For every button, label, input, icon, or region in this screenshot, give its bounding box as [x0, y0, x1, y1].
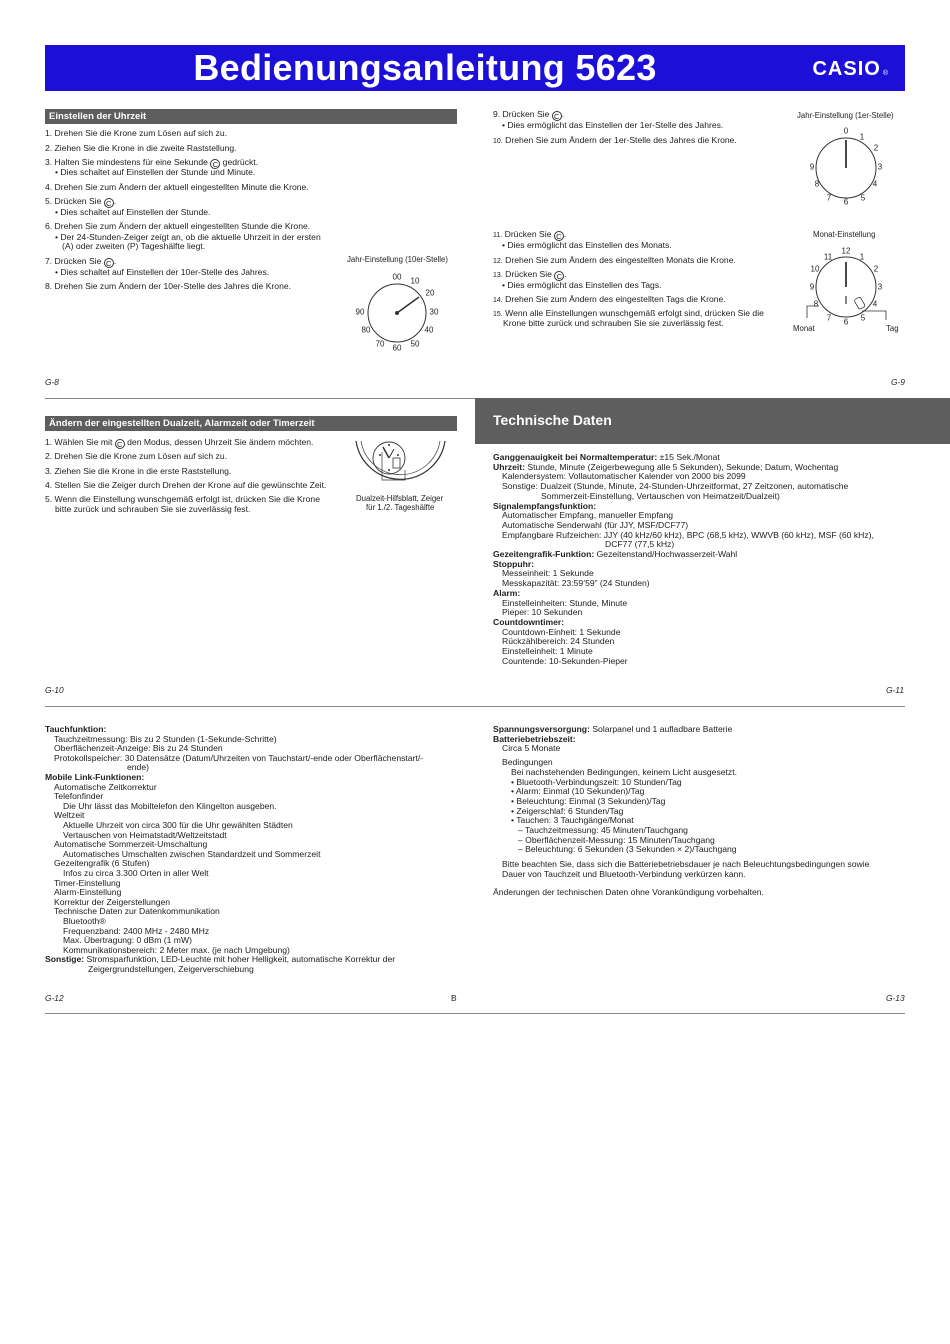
spec-value: Messkapazität: 23:59’59” (24 Stunden)	[502, 578, 650, 589]
step-text: Drehen Sie zum Ändern des eingestellten Monats die Krone.	[505, 255, 736, 265]
spec-line	[63, 849, 320, 859]
spec-line	[493, 617, 564, 627]
spec-value: Protokollspeicher: 30 Datensätze (Datum/Uhrzeiten von Tauchstart/-ende oder Oberflächenstart/-	[54, 752, 424, 763]
spec-value: Rückzählbereich: 24 Stunden	[502, 636, 615, 647]
spec-value: • Zeigerschlaf: 6 Stunden/Tag	[511, 805, 624, 816]
spec-line	[63, 945, 290, 955]
dial-number: 2	[873, 264, 879, 274]
step-text: Drücken Sie	[504, 229, 552, 239]
step-line: 2. Drehen Sie die Krone zum Lösen auf sich zu.	[45, 451, 228, 461]
dial-caption: Jahr-Einstellung (1er-Stelle)	[797, 111, 894, 120]
spec-line	[511, 796, 665, 806]
spec-line	[493, 462, 838, 472]
spec-value: – Tauchzeitmessung: 45 Minuten/Tauchgang	[518, 825, 688, 835]
spec-line	[502, 568, 594, 578]
step-text: Drehen Sie zum Ändern des eingestellten Tags die Krone.	[505, 294, 726, 304]
spec-line	[502, 520, 688, 530]
dial-number: 20	[425, 288, 435, 298]
step-text: den Modus, dessen Uhrzeit Sie ändern möchten.	[124, 437, 314, 447]
spec-line	[493, 559, 534, 569]
spec-value: Stromsparfunktion, LED-Leuchte mit hoher Helligkeit, automatische Korrektur der	[84, 954, 396, 965]
spec-value: Bei nachstehenden Bedingungen, keinem Licht ausgesetzt.	[511, 766, 737, 777]
spec-value: Sonstige: Dualzeit (Stunde, Minute, 24-Stunden-Uhrzeitformat, 27 Zeitzonen, automatische	[502, 481, 849, 492]
spec-label: Stoppuhr:	[493, 558, 535, 569]
spec-line	[493, 452, 720, 462]
spec-value: • Beleuchtung: Einmal (3 Sekunden)/Tag	[511, 795, 666, 806]
spec-value: Gezeitenstand/Hochwasserzeit-Wahl	[594, 549, 738, 559]
illustration-caption: für 1./2. Tageshälfte	[366, 503, 435, 512]
spec-value: Max. Übertragung: 0 dBm (1 mW)	[63, 935, 192, 946]
spec-line	[63, 935, 192, 945]
spec-line	[493, 724, 732, 734]
spec-line	[518, 825, 688, 835]
spec-line	[54, 887, 121, 897]
step-note: (A) oder zweiten (P) Tageshälfte liegt.	[62, 241, 206, 251]
spec-line	[54, 753, 423, 763]
spec-line	[45, 772, 144, 782]
page-marker: B	[451, 993, 457, 1003]
dial-number: 3	[877, 162, 883, 172]
spec-value: Einstelleinheit: 1 Minute	[502, 646, 593, 656]
step-line: bitte zurück und schrauben Sie sie zuverlässig fest.	[55, 504, 251, 514]
dial-number: 6	[843, 197, 849, 207]
page-number: G-13	[886, 993, 905, 1003]
page-number: G-8	[45, 377, 59, 387]
spec-line	[54, 791, 103, 801]
spec-line	[54, 906, 220, 916]
section-heading-uhrzeit: Einstellen der Uhrzeit	[45, 109, 457, 124]
step-line: 8. Drehen Sie zum Ändern der 10er-Stelle des Jahres die Krone.	[45, 281, 292, 291]
step-text: .	[113, 196, 117, 206]
spec-label: Signalempfangsfunktion:	[493, 500, 597, 511]
spec-line	[511, 777, 682, 787]
spec-line	[502, 530, 874, 540]
dial-number: 70	[375, 339, 385, 349]
dial-number: 12	[841, 246, 851, 256]
step-note: • Dies schaltet auf Einstellen der 10er-Stelle des Jahres.	[55, 267, 270, 277]
step-number: 10.	[493, 138, 503, 145]
spec-value: ±15 Sek./Monat	[657, 452, 720, 462]
spec-line	[502, 627, 620, 637]
step-text: 9. Drücken Sie	[493, 109, 550, 119]
button-c-icon: C	[552, 111, 562, 121]
spec-value: – Beleuchtung: 6 Sekunden (3 Sekunden × 2)/Tauchgang	[518, 844, 737, 855]
step-line: 3. Ziehen Sie die Krone in die erste Raststellung.	[45, 466, 232, 476]
spec-value: Sommerzeit-Einstellung, Vertauschen von Heimatzeit/Dualzeit)	[541, 490, 780, 501]
spec-line	[493, 734, 576, 744]
spec-line	[502, 859, 869, 869]
spec-value: Messeinheit: 1 Sekunde	[502, 568, 594, 579]
dial-number: 5	[860, 313, 866, 323]
spec-line	[502, 471, 746, 481]
brand-registered-mark: ®	[882, 70, 889, 77]
spec-value: Aktuelle Uhrzeit von circa 300 für die Uhr gewählten Städten	[63, 820, 293, 830]
spec-value: – Oberflächenzeit-Messung: 15 Minuten/Tauchgang	[518, 834, 715, 845]
spec-line	[493, 549, 737, 559]
spec-line	[502, 757, 553, 767]
dial-number: 4	[872, 179, 878, 189]
spec-value: Korrektur der Zeigerstellungen	[54, 896, 171, 907]
spec-line	[605, 539, 674, 549]
dial-number: 40	[424, 325, 434, 335]
spec-value: Stunde, Minute (Zeigerbewegung alle 5 Sekunden), Sekunde; Datum, Wochentag	[525, 461, 839, 472]
divider	[45, 1013, 905, 1014]
spec-line	[511, 786, 644, 796]
dial-number: 7	[826, 313, 832, 323]
dial-number: 80	[361, 325, 371, 335]
spec-value: Kommunikationsbereich: 2 Meter max. (je nach Umgebung)	[63, 944, 290, 955]
spec-label: Uhrzeit:	[493, 461, 525, 472]
dial-number: 1	[859, 252, 865, 262]
dial-number: 10	[810, 264, 820, 274]
dial-number: 4	[872, 299, 878, 309]
spec-line	[54, 897, 170, 907]
spec-value: Oberflächenzeit-Anzeige: Bis zu 24 Stunden	[54, 743, 223, 754]
page-number: G-11	[886, 685, 904, 695]
step-text: Drücken Sie	[505, 269, 552, 279]
spec-value: Dauer von Tauchzeit und Bluetooth-Verbindung verkürzen kann.	[502, 868, 746, 879]
brand-name: CASIO	[812, 58, 881, 80]
step-note: • Dies ermöglicht das Einstellen der 1er-Stelle des Jahres.	[502, 120, 724, 130]
step-line: 5. Wenn die Einstellung wunschgemäß erfolgt ist, drücken Sie die Krone	[45, 494, 320, 504]
spec-value: Automatische Sommerzeit-Umschaltung	[54, 839, 208, 850]
spec-value: Vertauschen von Heimatstadt/Weltzeitstadt	[63, 829, 227, 840]
label-monat: Monat	[793, 324, 815, 333]
spec-label: Countdowntimer:	[493, 616, 565, 627]
step-text: .	[561, 109, 565, 119]
spec-line	[493, 588, 520, 598]
spec-value: DCF77 (77,5 kHz)	[605, 539, 675, 550]
spec-line	[54, 810, 84, 820]
spec-line	[502, 743, 560, 753]
spec-line	[493, 887, 764, 897]
spec-label: Ganggenauigkeit bei Normaltemperatur:	[493, 452, 658, 462]
divider	[45, 706, 905, 707]
dial-number: 90	[355, 307, 365, 317]
dial-number: 8	[814, 179, 820, 189]
step-number: 11.	[493, 232, 503, 239]
spec-value: Tauchzeitmessung: Bis zu 2 Stunden (1-Sekunde-Schritte)	[54, 733, 277, 744]
dial-number: 5	[860, 193, 866, 203]
step-number: 14.	[493, 297, 503, 304]
step-number: 13.	[493, 272, 503, 279]
step-text: 7. Drücken Sie	[45, 256, 102, 266]
spec-line	[502, 578, 650, 588]
spec-line	[45, 724, 106, 734]
spec-line	[511, 767, 737, 777]
step-line: 6. Drehen Sie zum Ändern der aktuell eingestellten Stunde die Krone.	[45, 221, 311, 231]
spec-value: • Alarm: Einmal (10 Sekunden)/Tag	[511, 786, 645, 797]
dial-number: 1	[859, 132, 865, 142]
spec-label: Sonstige:	[45, 954, 85, 965]
section-heading-dualzeit: Ändern der eingestellten Dualzeit, Alarmzeit oder Timerzeit	[45, 416, 457, 431]
spec-value: Pieper: 10 Sekunden	[502, 607, 583, 618]
technische-daten-tab: Technische Daten	[475, 398, 950, 444]
step-text: Wenn alle Einstellungen wunschgemäß erfolgt sind, drücken Sie die	[505, 308, 764, 318]
spec-value: Bitte beachten Sie, dass sich die Batteriebetriebsdauer je nach Beleuchtungsbedingungen sowie	[502, 859, 870, 870]
label-tag: Tag	[886, 324, 899, 333]
spec-value: Weltzeit	[54, 810, 85, 821]
spec-value: Telefonfinder	[54, 791, 104, 802]
dial-number: 11	[823, 252, 833, 262]
spec-value: Änderungen der technischen Daten ohne Vorankündigung vorbehalten.	[493, 886, 764, 897]
spec-line	[63, 801, 277, 811]
spec-line	[502, 636, 614, 646]
dial-number: 8	[813, 299, 819, 309]
dial-number: 3	[877, 282, 883, 292]
spec-line	[502, 646, 593, 656]
step-text: .	[113, 256, 117, 266]
spec-value: Countdown-Einheit: 1 Sekunde	[502, 626, 621, 637]
spec-line	[45, 954, 395, 964]
spec-line	[63, 820, 293, 830]
spec-line	[63, 916, 106, 926]
dial-number: 30	[429, 307, 439, 317]
step-line: 4. Drehen Sie zum Ändern der aktuell eingestellten Minute die Krone.	[45, 182, 309, 192]
spec-label: Spannungsversorgung:	[493, 724, 590, 734]
spec-line	[541, 491, 780, 501]
step-note: • Der 24-Stunden-Zeiger zeigt an, ob die aktuelle Uhrzeit in der ersten	[55, 232, 321, 242]
step-note: • Dies ermöglicht das Einstellen des Tags.	[502, 280, 662, 290]
step-text: .	[563, 229, 567, 239]
page-number: G-10	[45, 685, 64, 695]
spec-value: Timer-Einstellung	[54, 877, 121, 888]
spec-line	[502, 656, 628, 666]
spec-value: • Tauchen: 3 Tauchgänge/Monat	[511, 815, 634, 826]
step-text: Drehen Sie zum Ändern der 1er-Stelle des Jahres die Krone.	[505, 135, 737, 145]
spec-value: Frequenzband: 2400 MHz - 2480 MHz	[63, 925, 210, 936]
step-line: Krone bitte zurück und schrauben Sie sie zuverlässig fest.	[503, 318, 724, 328]
spec-line	[502, 481, 848, 491]
dial-number: 2	[873, 143, 879, 153]
spec-line	[511, 806, 623, 816]
step-note: • Dies ermöglicht das Einstellen des Monats.	[502, 240, 672, 250]
spec-value: Automatisches Umschalten zwischen Standardzeit und Sommerzeit	[63, 848, 321, 859]
spec-value: Technische Daten zur Datenkommunikation	[54, 906, 220, 917]
spec-label: Gezeitengrafik-Funktion:	[493, 549, 595, 559]
spec-value: Automatische Zeitkorrektur	[54, 781, 157, 792]
spec-value: • Bluetooth-Verbindungszeit: 10 Stunden/Tag	[511, 776, 682, 787]
spec-value: Kalendersystem: Vollautomatischer Kalender von 2000 bis 2099	[502, 471, 746, 482]
spec-value: Bedingungen	[502, 757, 553, 768]
illustration-caption: Dualzeit-Hilfsblatt, Zeiger	[356, 494, 444, 503]
spec-value: Gezeitengrafik (6 Stufen)	[54, 858, 150, 869]
spec-value: Einstelleinheiten: Stunde, Minute	[502, 597, 628, 608]
spec-value: Alarm-Einstellung	[54, 887, 122, 898]
spec-line	[127, 762, 149, 772]
spec-value: Circa 5 Monate	[502, 743, 561, 754]
spec-line	[54, 734, 277, 744]
spec-line	[63, 830, 227, 840]
dial-number: 10	[410, 276, 420, 286]
step-number: 15.	[493, 311, 503, 318]
spec-label: Alarm:	[493, 587, 521, 598]
spec-line	[493, 501, 596, 511]
dial-number: 6	[843, 317, 849, 327]
button-c-icon: C	[115, 439, 125, 449]
dial-number: 60	[392, 343, 402, 353]
step-line: 4. Stellen Sie die Zeiger durch Drehen der Krone auf die gewünschte Zeit.	[45, 480, 327, 490]
dial-number: 7	[826, 193, 832, 203]
spec-line	[88, 964, 254, 974]
dial-caption: Jahr-Einstellung (10er-Stelle)	[347, 255, 448, 264]
dial-number: 9	[809, 162, 815, 172]
spec-line	[63, 926, 209, 936]
step-text: .	[564, 269, 567, 279]
spec-value: Infos zu circa 3.300 Orten in aller Welt	[63, 868, 209, 878]
spec-value: Solarpanel und 1 aufladbare Batterie	[589, 724, 733, 734]
spec-value: Bluetooth®	[63, 916, 106, 926]
spec-line	[54, 858, 150, 868]
document-title: Bedienungsanleitung 5623	[193, 47, 657, 88]
spec-line	[502, 607, 582, 617]
page-number: G-12	[45, 993, 64, 1003]
spec-line	[54, 743, 223, 753]
spec-line	[54, 839, 207, 849]
step-text: 5. Drücken Sie	[45, 196, 102, 206]
spec-value: Countende: 10-Sekunden-Pieper	[502, 655, 628, 666]
spec-value: Automatische Senderwahl (für JJY, MSF/DCF77)	[502, 519, 689, 530]
step-note: • Dies schaltet auf Einstellen der Stunde und Minute.	[55, 167, 256, 177]
spec-line	[518, 844, 737, 854]
dial-caption: Monat-Einstellung	[813, 230, 876, 239]
step-text: gedrückt.	[220, 157, 259, 167]
button-c-icon: C	[104, 198, 114, 208]
dial-number: 00	[392, 272, 402, 282]
step-note: • Dies schaltet auf Einstellen der Stunde.	[55, 207, 211, 217]
dial-number: 50	[410, 339, 420, 349]
spec-label: Tauchfunktion:	[45, 724, 107, 734]
spec-line	[54, 782, 157, 792]
spec-line	[502, 510, 673, 520]
spec-line	[54, 878, 121, 888]
button-c-icon: C	[104, 258, 114, 268]
spec-value: ende)	[127, 762, 149, 773]
step-line: 2. Ziehen Sie die Krone in die zweite Raststellung.	[45, 143, 237, 153]
spec-value: Automatischer Empfang, manueller Empfang	[502, 510, 674, 521]
spec-label: Mobile Link-Funktionen:	[45, 772, 145, 782]
spec-line	[502, 598, 627, 608]
step-text: 1. Wählen Sie mit	[45, 437, 113, 447]
step-text: 3. Halten Sie mindestens für eine Sekunde	[45, 157, 208, 167]
spec-value: Zeigergrundstellungen, Zeigerverschiebung	[88, 964, 254, 974]
button-c-icon: C	[554, 231, 564, 241]
spec-line	[502, 869, 746, 879]
spec-value: Die Uhr lässt das Mobiltelefon den Klingelton ausgeben.	[63, 800, 277, 811]
dial-number: 9	[809, 282, 815, 292]
spec-label: Batteriebetriebszeit:	[493, 733, 576, 744]
spec-line	[63, 868, 209, 878]
spec-line	[511, 815, 634, 825]
spec-line	[518, 835, 715, 845]
page-number: G-9	[891, 377, 905, 387]
button-c-icon: C	[554, 271, 564, 281]
step-line: 1. Drehen Sie die Krone zum Lösen auf sich zu.	[45, 128, 228, 138]
dial-number: 0	[843, 126, 849, 136]
button-c-icon: C	[210, 159, 220, 169]
step-number: 12.	[493, 258, 503, 265]
spec-value: Empfangbare Rufzeichen: JJY (40 kHz/60 kHz), BPC (68,5 kHz), WWVB (60 kHz), MSF (60 kHz),	[502, 529, 874, 540]
